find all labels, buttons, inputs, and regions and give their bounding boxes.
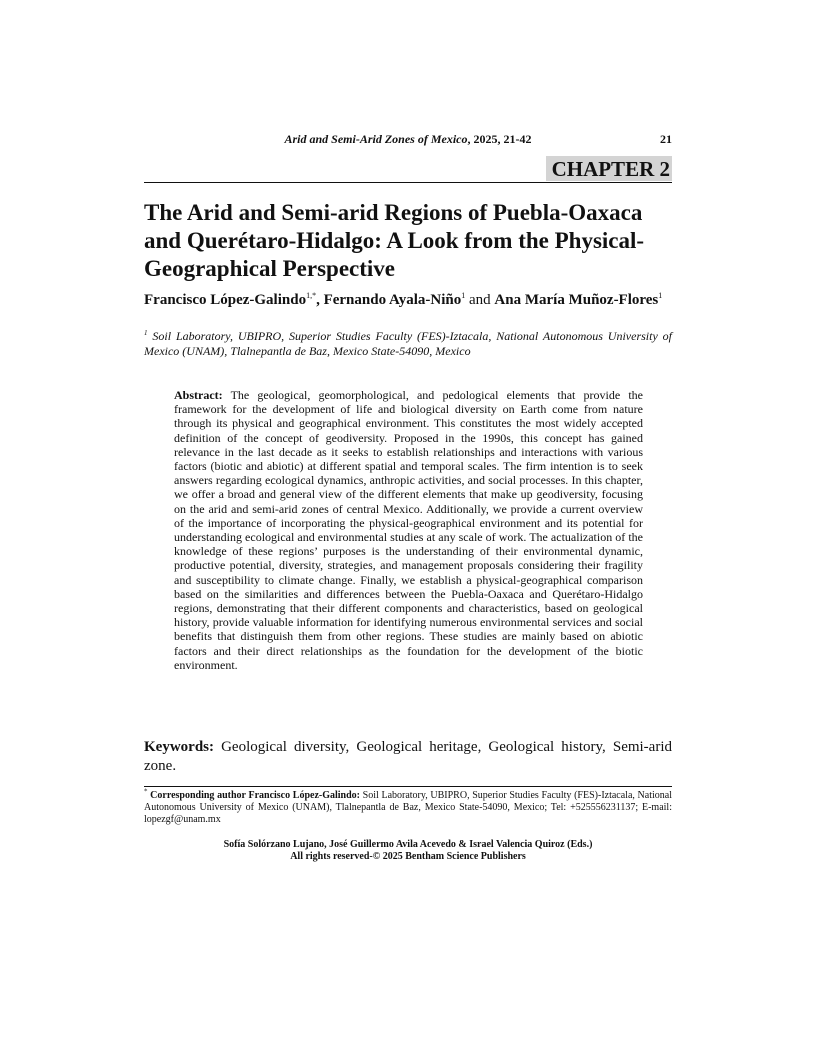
page-number: 21 [660,132,672,146]
affiliation-text: Soil Laboratory, UBIPRO, Superior Studies Faculty (FES)-Iztacala, National Autonomous University of Mexico (UNAM), Tlalnepantla de Baz, Mexico State-54090, Mexico [144,329,672,358]
chapter-title: The Arid and Semi-arid Regions of Puebla-Oaxaca and Querétaro-Hidalgo: A Look from the Physical-Geographical Perspective [144,200,645,281]
affiliation-marker: 1 [144,329,148,337]
chapter-label: CHAPTER 2 [546,156,672,181]
author-affiliation-marker: 1,* [306,291,317,300]
keywords [144,738,672,776]
abstract [174,388,643,672]
affiliation [144,329,672,359]
copyright-line: All rights reserved-© 2025 Bentham Science Publishers [290,851,526,862]
author-name: Francisco López-Galindo [144,292,307,308]
author-separator: and [465,292,495,308]
corresponding-author-footnote [144,787,672,826]
editors-block [144,839,672,863]
author-list [144,291,672,310]
author-affiliation-marker: 1 [658,291,663,300]
author-name: Fernando Ayala-Niño [323,292,462,308]
footnote-divider [144,786,672,787]
author-separator: , [316,292,324,308]
journal-title: Arid and Semi-Arid Zones of Mexico [284,132,468,146]
footnote-label: Corresponding author Francisco López-Galindo: [147,790,361,801]
keywords-label: Keywords: [144,739,214,755]
running-head [144,132,672,147]
journal-year-pages: , 2025, 21-42 [467,132,532,146]
author-name: Ana María Muñoz-Flores [494,292,659,308]
footnote-text: Soil Laboratory, UBIPRO, Superior Studies Faculty (FES)-Iztacala, National Autonomous University of Mexico (UNAM), Tlalnepantla de Baz, Mexico State-54090, Mexico; Tel: +525556231137; E-mail: lopezgf@unam.mx [144,790,672,825]
abstract-label: Abstract: [174,388,223,402]
keywords-text: Geological diversity, Geological heritage, Geological history, Semi-arid zone. [144,739,672,774]
abstract-text: The geological, geomorphological, and pedological elements that provide the framework for the development of life and biological diversity on Earth come from nature through its physical and geographical environment. This constitutes the most widely accepted definition of the concept of geodiversity. Proposed in the 1990s, this concept has gained relevance in the last decade as it seeks to establish relationships and interactions with various factors (biotic and abiotic) at different spatial and temporal scales. The firm intention is to seek answers regarding ecological dynamics, anthropic activities, and social processes. In this chapter, we offer a broad and general view of the different elements that make up geodiversity, focusing on the arid and semi-arid zones of central Mexico. Additionally, we provide a current overview of the importance of incorporating the physical-geographical environment and its potential for understanding ecological and environmental studies at any scale of work. The actualization of the knowledge of these regions’ purposes is the understanding of their environmental dynamic, productive potential, diversity, strategies, and management proposals considering their fragility and susceptibility to climate change. Finally, we establish a physical-geographical comparison based on the similarities and differences between the Puebla-Oaxaca and Querétaro-Hidalgo regions, demonstrating that their different components and characteristics, based on geological history, provide valuable information for identifying numerous environmental services and social benefits that distinguish them from other regions. These studies are mainly based on abiotic factors and their direct relationships as the foundation for the development of the biotic environment. [174,388,643,672]
author-affiliation-marker: 1 [461,291,466,300]
chapter-header [144,156,672,183]
footnote-marker: * [144,787,148,796]
editors-line: Sofía Solórzano Lujano, José Guillermo Avila Acevedo & Israel Valencia Quiroz (Eds.) [223,839,593,850]
